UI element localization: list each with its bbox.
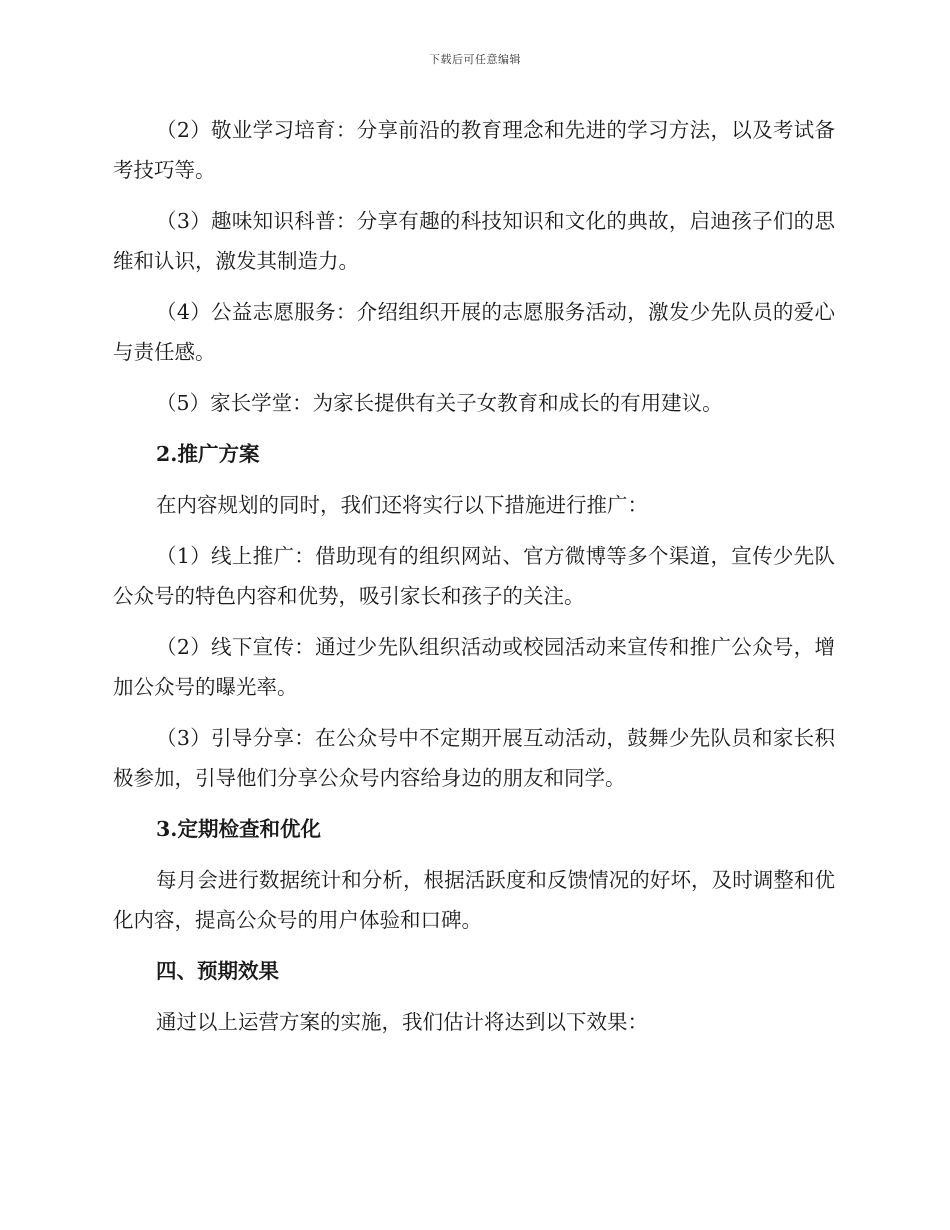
paragraph-promotion-intro: 在内容规划的同时，我们还将实行以下措施进行推广： xyxy=(156,493,649,517)
page-header: 下载后可任意编辑 xyxy=(429,53,521,66)
paragraph-online-promotion: （1）线上推广：借助现有的组织网站、官方微博等多个渠道，宣传少先队公众号的特色内容和优势，吸引家长和孩子的关注。 xyxy=(113,544,835,608)
paragraph-volunteer-service: （4）公益志愿服务：介绍组织开展的志愿服务活动，激发少先队员的爱心与责任感。 xyxy=(113,300,835,364)
paragraph-parent-school: （5）家长学堂：为家长提供有关子女教育和成长的有用建议。 xyxy=(156,391,723,415)
section-heading-expected-effects: 四、预期效果 xyxy=(156,959,280,983)
section-heading-review: 3.定期检查和优化 xyxy=(156,817,321,841)
section-heading-promotion: 2.推广方案 xyxy=(156,442,260,466)
paragraph-science-knowledge: （3）趣味知识科普：分享有趣的科技知识和文化的典故，启迪孩子们的思维和认识，激发其制造力。 xyxy=(113,209,835,273)
paragraph-monthly-review: 每月会进行数据统计和分析，根据活跃度和反馈情况的好坏，及时调整和优化内容，提高公众号的用户体验和口碑。 xyxy=(113,868,835,932)
paragraph-professional-learning: （2）敬业学习培育：分享前沿的教育理念和先进的学习方法，以及考试备考技巧等。 xyxy=(113,118,835,182)
paragraph-offline-promotion: （2）线下宣传：通过少先队组织活动或校园活动来宣传和推广公众号，增加公众号的曝光率。 xyxy=(113,635,835,699)
paragraph-expected-effects-intro: 通过以上运营方案的实施，我们估计将达到以下效果： xyxy=(156,1010,649,1034)
document-body xyxy=(113,110,835,1053)
paragraph-sharing: （3）引导分享：在公众号中不定期开展互动活动，鼓舞少先队员和家长积极参加，引导他们分享公众号内容给身边的朋友和同学。 xyxy=(113,726,835,790)
